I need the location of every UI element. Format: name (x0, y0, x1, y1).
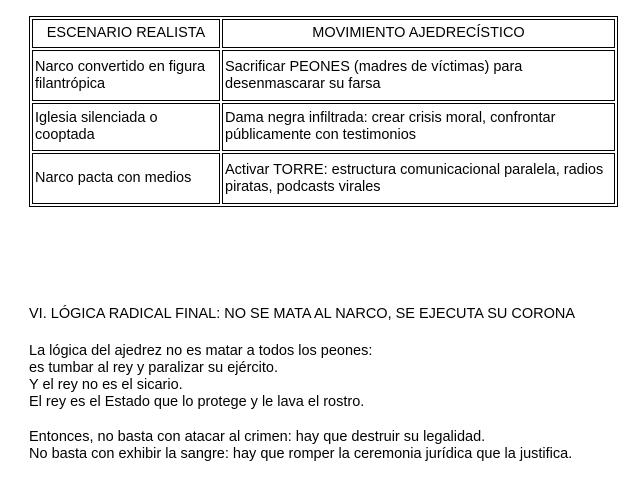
scenario-line: cooptada (35, 127, 95, 143)
table-row (32, 103, 615, 151)
paragraph-line: No basta con exhibir la sangre: hay que romper la ceremonia jurídica que la justifica. (29, 446, 573, 462)
paragraph-line: La lógica del ajedrez no es matar a todos los peones: (29, 343, 373, 359)
paragraph-line: Y el rey no es el sicario. (29, 377, 183, 393)
scenario-line: Iglesia silenciada o (35, 110, 158, 126)
header-move: MOVIMIENTO AJEDRECÍSTICO (222, 19, 615, 48)
paragraph-line: Entonces, no basta con atacar al crimen: hay que destruir su legalidad. (29, 429, 486, 445)
move-line: públicamente con testimonios (225, 127, 417, 143)
paragraph-line: es tumbar al rey y paralizar su ejército. (29, 360, 279, 376)
scenario-cell (32, 103, 220, 151)
move-cell (222, 153, 615, 204)
scenario-table (29, 16, 618, 207)
scenario-line: Narco pacta con medios (35, 170, 192, 186)
header-scenario: ESCENARIO REALISTA (32, 19, 220, 48)
move-cell (222, 103, 615, 151)
scenario-line: Narco convertido en figura (35, 58, 206, 75)
paragraph-line: El rey es el Estado que lo protege y le lava el rostro. (29, 394, 365, 410)
scenario-cell (32, 153, 220, 204)
scenario-cell (32, 50, 220, 101)
move-line: desenmascarar su farsa (225, 75, 381, 92)
move-line: piratas, podcasts virales (225, 178, 381, 195)
move-line: Sacrificar PEONES (madres de víctimas) para (225, 58, 523, 75)
scenario-line: filantrópica (35, 75, 106, 92)
table-row (32, 50, 615, 101)
move-line: Dama negra infiltrada: crear crisis moral, confrontar (225, 110, 556, 126)
paragraph-chess-logic (29, 343, 372, 411)
table-row (32, 153, 615, 204)
section-heading: VI. LÓGICA RADICAL FINAL: NO SE MATA AL NARCO, SE EJECUTA SU CORONA (29, 306, 576, 322)
scenario-table-container (29, 16, 618, 207)
paragraph-conclusion (29, 429, 572, 463)
table-header-row (32, 19, 615, 48)
move-cell (222, 50, 615, 101)
move-line: Activar TORRE: estructura comunicacional paralela, radios (225, 161, 604, 178)
